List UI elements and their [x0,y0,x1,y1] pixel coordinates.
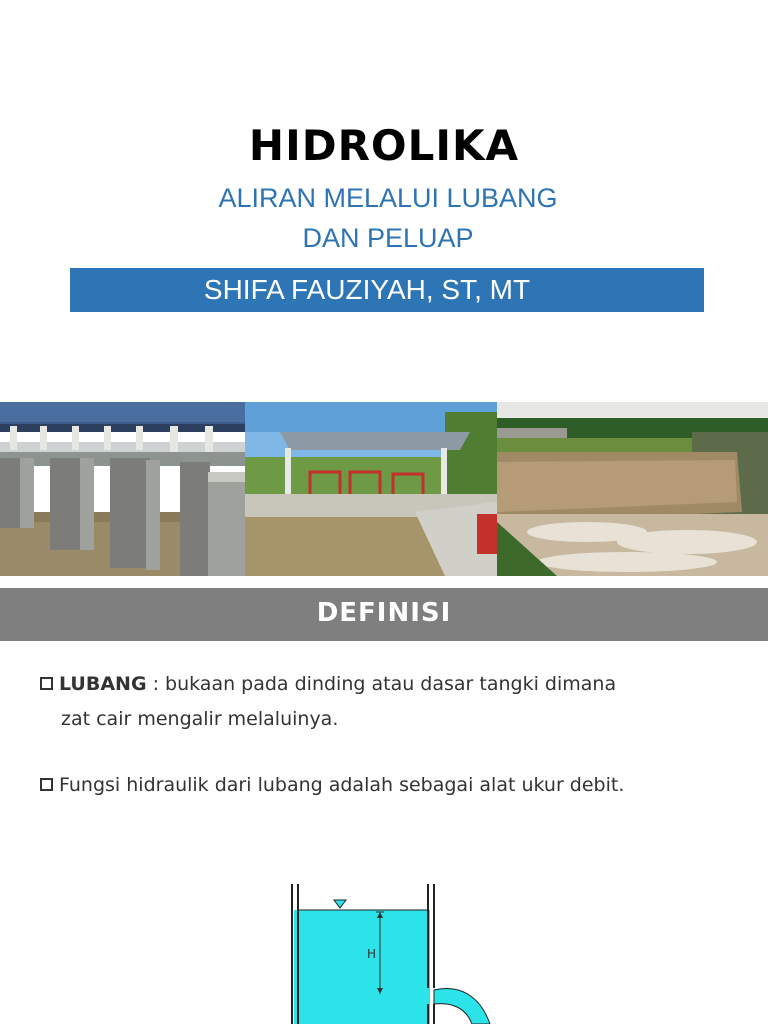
checkbox-bullet-icon [40,677,53,690]
head-label: H [367,947,377,961]
weir-gates-bridge-photo [0,402,245,576]
definition-text: : bukaan pada dinding atau dasar tangki dimana [146,673,617,695]
orifice-tank-diagram [284,866,524,1024]
section-title: DEFINISI [316,598,452,628]
checkbox-bullet-icon [40,778,53,791]
slide-title: HIDROLIKA [248,121,520,170]
term-lubang: LUBANG [59,673,147,695]
section-banner [0,588,768,641]
definition-paragraph [40,667,725,737]
author-name: SHIFA FAUZIYAH, ST, MT [203,274,531,305]
function-text: Fungsi hidraulik dari lubang adalah sebagai alat ukur debit. [59,774,625,796]
sluice-gate-shelter-photo [245,402,497,576]
author-banner [70,268,704,312]
definition-text-line2: zat cair mengalir melaluinya. [61,708,339,730]
photo-strip [0,402,768,576]
waterfall-weir-photo [497,402,768,576]
slide-subtitle-line2: DAN PELUAP [302,223,474,253]
slide-subtitle-line1: ALIRAN MELALUI LUBANG [218,183,558,213]
function-paragraph [40,768,725,803]
